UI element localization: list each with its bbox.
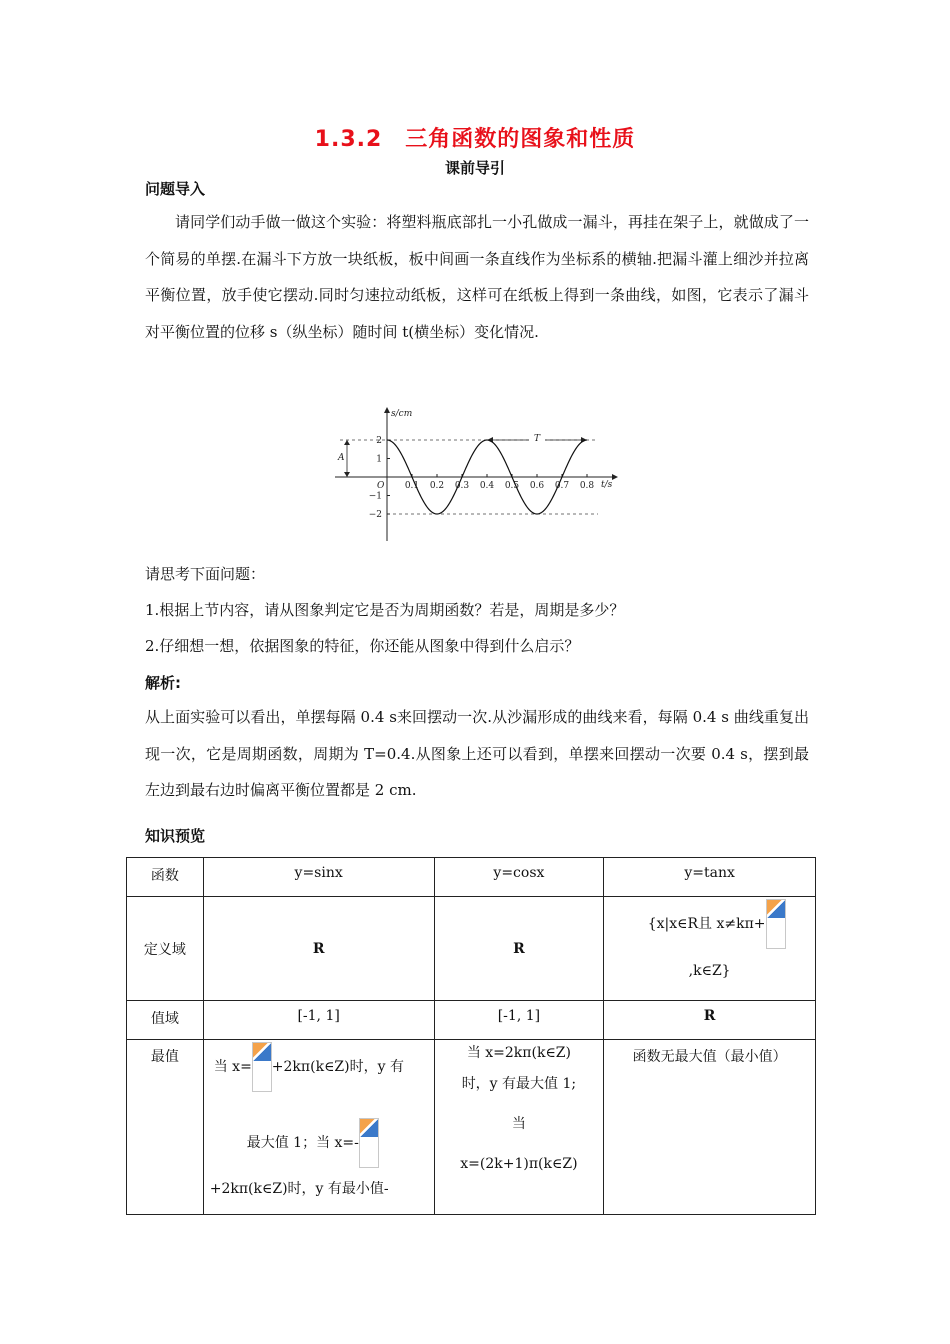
table-header-cell: 函数 xyxy=(127,858,204,897)
origin-label: O xyxy=(377,481,385,491)
x-axis-label: t/s xyxy=(601,480,613,490)
question-2: 2.仔细想一想，依据图象的特征，你还能从图象中得到什么启示？ xyxy=(145,637,580,655)
cos-extreme-text-b: 时，y 有最大值 1; xyxy=(461,1076,577,1092)
x-tick-label: 0.8 xyxy=(579,481,595,491)
tan-extreme: 函数无最大值（最小值） xyxy=(604,1040,816,1215)
amplitude-arrow-up xyxy=(344,440,350,445)
y-axis-label: s/cm xyxy=(391,409,413,419)
knowledge-table xyxy=(126,857,816,1215)
x-tick-label: 0.1 xyxy=(404,481,420,491)
cos-extreme-text-c: 当 xyxy=(511,1116,526,1132)
formula-image-icon xyxy=(252,1042,272,1092)
y-axis-arrow xyxy=(384,407,390,413)
cos-extreme xyxy=(434,1040,604,1215)
table-header-cell: y=sinx xyxy=(203,858,434,897)
page-title: 1.3.2 三角函数的图象和性质 xyxy=(314,127,636,152)
section-heading-intro: 问题导入 xyxy=(145,180,206,198)
row-label-extreme: 最值 xyxy=(127,1040,204,1215)
table-row-header xyxy=(127,858,816,897)
sin-extreme-text-b: +2kπ(k∈Z)时，y 有 xyxy=(271,1059,404,1075)
y-tick-label: −2 xyxy=(368,510,382,520)
cos-extreme-text-d: x=(2k+1)π(k∈Z) xyxy=(460,1156,578,1172)
analysis-heading: 解析: xyxy=(145,674,181,692)
tan-range: R xyxy=(604,1001,816,1040)
pendulum-chart xyxy=(330,405,620,545)
formula-image-icon xyxy=(766,899,786,949)
question-1: 1.根据上节内容，请从图象判定它是否为周期函数？若是，周期是多少？ xyxy=(145,601,625,619)
cos-extreme-text-a: 当 x=2kπ(k∈Z) xyxy=(466,1045,571,1061)
x-axis-arrow xyxy=(612,474,618,480)
sin-domain: R xyxy=(203,897,434,1001)
x-tick-label: 0.4 xyxy=(479,481,495,491)
amplitude-arrow-down xyxy=(344,472,350,477)
x-tick-label: 0.3 xyxy=(454,481,470,491)
cos-range: [-1, 1] xyxy=(434,1001,604,1040)
sin-range: [-1, 1] xyxy=(203,1001,434,1040)
x-tick-label: 0.2 xyxy=(429,481,445,491)
y-tick-label: −1 xyxy=(368,491,382,502)
preview-heading: 知识预览 xyxy=(145,827,206,845)
tan-domain-text-a: {x|x∈R且 x≠kπ+ xyxy=(647,916,766,932)
sin-extreme-text-d: +2kπ(k∈Z)时，y 有最小值- xyxy=(209,1181,389,1197)
intro-paragraph: 请同学们动手做一做这个实验：将塑料瓶底部扎一小孔做成一漏斗，再挂在架子上，就做成了一个简易的单摆.在漏斗下方放一块纸板，板中间画一条直线作为坐标系的横轴.把漏斗灌上细沙并拉离平衡位置，放手使它摆动.同时匀速拉动纸板，这样可在纸板上得到一条曲线，如图，它表示了漏斗对平衡位置的位移 s（纵坐标）随时间 t(横坐标）变化情况. xyxy=(145,213,809,341)
questions-intro: 请思考下面问题： xyxy=(145,565,266,583)
x-tick-label: 0.5 xyxy=(504,481,520,491)
table-header-cell: y=tanx xyxy=(604,858,816,897)
formula-image-icon xyxy=(359,1118,379,1168)
tan-domain-text-b: ,k∈Z} xyxy=(688,963,731,979)
analysis-paragraph: 从上面实验可以看出，单摆每隔 0.4 s来回摆动一次.从沙漏形成的曲线来看，每隔 0.4 s 曲线重复出现一次，它是周期函数，周期为 T=0.4.从图象上还可以看到，单摆来回摆动一次要 0.4 s，摆到最左边到最右边时偏离平衡位置都是 2 cm. xyxy=(145,708,809,799)
page-subtitle: 课前导引 xyxy=(444,159,505,177)
y-tick-label: 1 xyxy=(376,454,382,465)
x-tick-label: 0.6 xyxy=(529,481,545,491)
sin-extreme-text-a: 当 x= xyxy=(213,1059,252,1075)
table-header-cell: y=cosx xyxy=(434,858,604,897)
period-label: T xyxy=(533,434,541,444)
sin-extreme xyxy=(203,1040,434,1215)
table-row-extreme xyxy=(127,1040,816,1215)
tan-domain xyxy=(604,897,816,1001)
amplitude-label: A xyxy=(338,453,345,463)
cos-domain: R xyxy=(434,897,604,1001)
row-label-domain: 定义域 xyxy=(127,897,204,1001)
x-tick-label: 0.7 xyxy=(554,481,570,491)
sin-extreme-text-c: 最大值 1；当 x=- xyxy=(246,1135,359,1151)
pendulum-graph xyxy=(330,405,620,549)
table-row-domain xyxy=(127,897,816,1001)
row-label-range: 值域 xyxy=(127,1001,204,1040)
y-tick-label: 2 xyxy=(376,436,382,446)
table-row-range xyxy=(127,1001,816,1040)
